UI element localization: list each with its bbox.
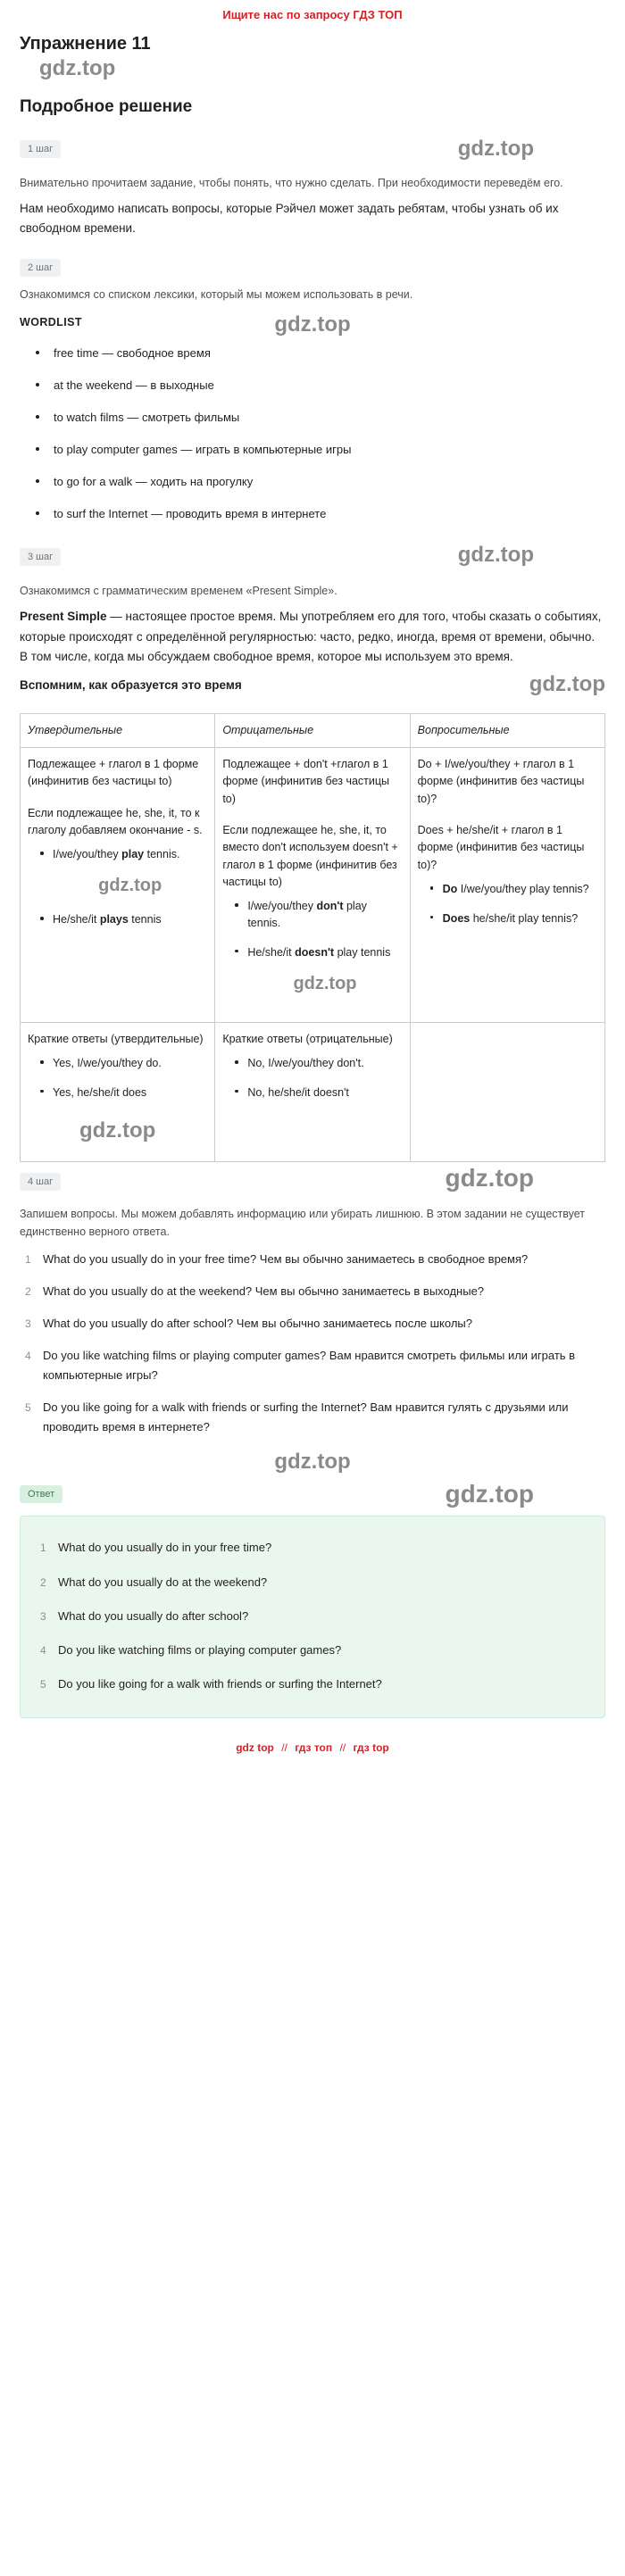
watermark: gdz.top	[445, 1163, 534, 1192]
list-item: What do you usually do in your free time? Чем вы обычно занимаетесь в свободное время?	[43, 1251, 529, 1266]
short-answers-negative-list	[222, 1055, 402, 1101]
grammar-table	[20, 713, 605, 1161]
footer-link-3[interactable]: гдз top	[353, 1741, 389, 1754]
example-bold: don't	[316, 900, 344, 913]
step-4-badge: 4 шаг	[20, 1173, 61, 1191]
cell-short-answers-affirmative	[21, 1022, 215, 1161]
footer	[20, 1718, 605, 1754]
list-item: What do you usually do after school?	[58, 1608, 249, 1623]
question-examples	[418, 881, 597, 927]
list-item: What do you usually do at the weekend?	[58, 1575, 268, 1589]
example-bold: play	[121, 848, 145, 861]
list-item	[430, 910, 597, 927]
short-answers-negative-title: Краткие ответы (отрицательные)	[222, 1032, 393, 1045]
watermark: gdz.top	[457, 543, 534, 568]
wordlist	[20, 345, 605, 524]
watermark: gdz.top	[98, 876, 162, 896]
watermark: gdz.top	[79, 1118, 156, 1143]
list-item	[40, 911, 207, 928]
cell-question-rules	[410, 747, 604, 1022]
list-item: No, I/we/you/they don't.	[235, 1055, 402, 1072]
present-simple-desc: — настоящее простое время. Мы употребляем его для того, чтобы сказать о событиях, которые происходят с определённой регулярностью: часто, редко, иногда, время от времени, обычно. В том числе, когда мы обсуждаем свободное время, которое мы используем это время.	[20, 610, 602, 663]
top-banner-link[interactable]: Ищите нас по запросу ГДЗ ТОП	[222, 8, 403, 21]
answer-list	[35, 1538, 590, 1693]
example-bold: doesn't	[295, 945, 335, 959]
watermark: gdz.top	[39, 56, 116, 80]
wordlist-label: WORDLIST	[20, 315, 82, 328]
list-item: Yes, he/she/it does	[40, 1084, 207, 1101]
example-bold: Do	[442, 883, 458, 896]
short-answers-affirmative-title: Краткие ответы (утвердительные)	[28, 1032, 204, 1045]
list-item: free time — свободное время	[36, 345, 605, 362]
list-item: to watch films — смотреть фильмы	[36, 409, 605, 427]
negative-note: Если подлежащее he, she, it, то вместо don't используем doesn't + глагол в 1 форме (инфинитив без частицы to)	[222, 823, 398, 889]
step-3-explanation	[20, 607, 605, 667]
page-title: Упражнение 11	[20, 34, 151, 54]
step-3-badge: 3 шаг	[20, 548, 61, 566]
list-item: What do you usually do at the weekend? Чем вы обычно занимаетесь в выходные?	[43, 1284, 485, 1298]
short-answers-affirmative-list	[28, 1055, 207, 1101]
example-post: play tennis	[334, 945, 391, 959]
column-header-negative: Отрицательные	[215, 714, 410, 747]
content	[0, 34, 625, 1754]
affirmative-main: Подлежащее + глагол в 1 форме (инфинитив без частицы to)	[28, 757, 199, 788]
example-post: he/she/it play tennis?	[470, 911, 579, 925]
example-pre: He/she/it	[53, 913, 100, 927]
example-pre: I/we/you/they	[247, 900, 317, 913]
list-item	[40, 846, 207, 899]
list-item: Do you like watching films or playing computer games?	[58, 1642, 342, 1657]
watermark: gdz.top	[274, 312, 351, 337]
questions-list	[20, 1250, 605, 1438]
cell-negative-rules	[215, 747, 410, 1022]
present-simple-term: Present Simple	[20, 610, 107, 624]
example-pre: I/we/you/they	[53, 848, 122, 861]
list-item: Do you like going for a walk with friends or surfing the Internet?	[58, 1676, 382, 1691]
footer-link-2[interactable]: гдз топ	[295, 1741, 333, 1754]
question-note: Does + he/she/it + глагол в 1 форме (инфинитив без частицы to)?	[417, 823, 585, 871]
footer-separator: //	[281, 1741, 288, 1754]
example-bold: Does	[442, 911, 471, 925]
list-item: to surf the Internet — проводить время в интернете	[36, 505, 605, 523]
example-pre: He/she/it	[247, 945, 296, 959]
footer-separator: //	[339, 1741, 346, 1754]
watermark: gdz.top	[457, 137, 534, 161]
list-item: What do you usually do in your free time?	[58, 1541, 272, 1555]
example-post: tennis	[128, 913, 162, 927]
list-item	[235, 898, 402, 932]
watermark: gdz.top	[293, 973, 357, 993]
example-post: I/we/you/they play tennis?	[457, 883, 589, 896]
table-intro: Вспомним, как образуется это время	[20, 678, 242, 693]
cell-short-answers-negative	[215, 1022, 410, 1161]
list-item	[235, 944, 402, 997]
negative-examples	[222, 898, 402, 996]
affirmative-examples	[28, 846, 207, 928]
watermark: gdz.top	[529, 672, 605, 697]
step-3-text: Ознакомимся с грамматическим временем «Present Simple».	[20, 585, 338, 598]
list-item: Do you like going for a walk with friends or surfing the Internet? Вам нравится гулять с друзьями или проводить время в интернете?	[43, 1400, 569, 1434]
answer-badge: Ответ	[20, 1485, 62, 1503]
step-1-task: Нам необходимо написать вопросы, которые Рэйчел может задать ребятам, чтобы узнать об их свободном времени.	[20, 202, 559, 236]
step-1-text: Внимательно прочитаем задание, чтобы понять, что нужно сделать. При необходимости переведём его.	[20, 177, 563, 189]
top-banner	[0, 0, 625, 29]
list-item	[430, 881, 597, 898]
example-bold: plays	[99, 913, 129, 927]
cell-empty	[410, 1022, 604, 1161]
table-row	[21, 1022, 605, 1161]
footer-link-1[interactable]: gdz top	[236, 1741, 274, 1754]
question-main: Do + I/we/you/they + глагол в 1 форме (инфинитив без частицы to)?	[417, 757, 585, 805]
list-item: to go for a walk — ходить на прогулку	[36, 473, 605, 491]
list-item: No, he/she/it doesn't	[235, 1084, 402, 1101]
list-item: to play computer games — играть в компьютерные игры	[36, 441, 605, 459]
column-header-affirmative: Утвердительные	[21, 714, 215, 747]
column-header-interrogative: Вопросительные	[410, 714, 604, 747]
answer-box	[20, 1516, 605, 1717]
list-item: Do you like watching films or playing computer games? Вам нравится смотреть фильмы или играть в компьютерные игры?	[43, 1349, 576, 1383]
step-2-text: Ознакомимся со списком лексики, который мы можем использовать в речи.	[20, 287, 413, 301]
list-item: at the weekend — в выходные	[36, 377, 605, 395]
cell-affirmative-rules	[21, 747, 215, 1022]
watermark: gdz.top	[274, 1450, 351, 1475]
list-item: What do you usually do after school? Чем вы обычно занимаетесь после школы?	[43, 1316, 472, 1330]
step-4-text: Запишем вопросы. Мы можем добавлять информацию или убирать лишнюю. В этом задании не существует единственно верного ответа.	[20, 1207, 585, 1238]
affirmative-note: Если подлежащее he, she, it, то к глаголу добавляем окончание - s.	[28, 806, 203, 836]
list-item: Yes, I/we/you/they do.	[40, 1055, 207, 1072]
step-1-badge: 1 шаг	[20, 140, 61, 158]
watermark: gdz.top	[445, 1480, 534, 1508]
step-2-badge: 2 шаг	[20, 259, 61, 277]
example-post: play tennis.	[247, 900, 367, 930]
table-row	[21, 747, 605, 1022]
section-title: Подробное решение	[20, 97, 193, 116]
table-header-row	[21, 714, 605, 747]
example-post: tennis.	[144, 848, 180, 861]
negative-main: Подлежащее + don't +глагол в 1 форме (инфинитив без частицы to)	[222, 757, 390, 805]
